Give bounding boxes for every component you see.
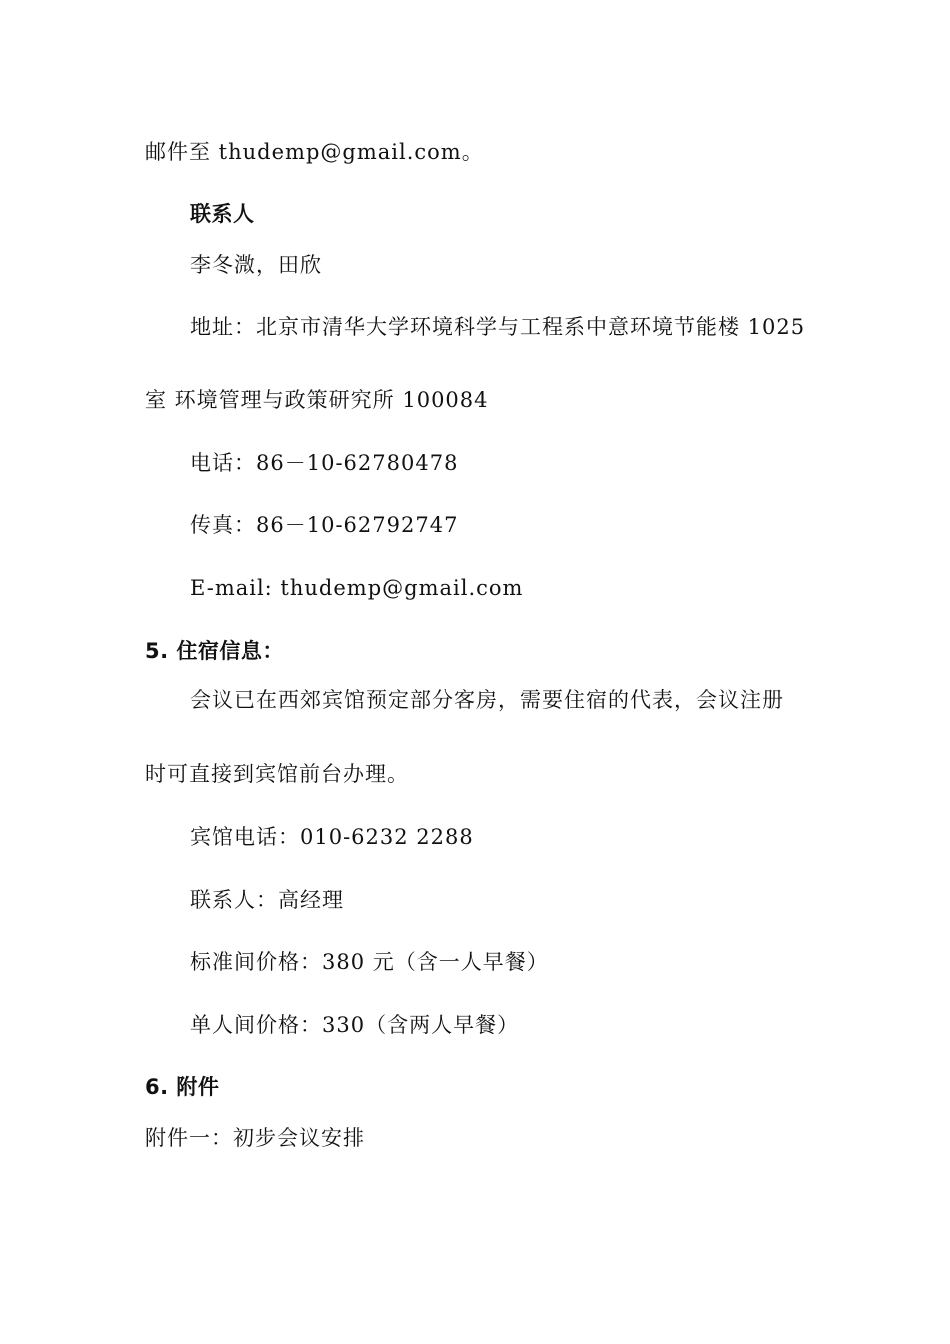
email-line: 邮件至 thudemp@gmail.com。 bbox=[145, 140, 484, 164]
standard-room-price: 标准间价格：380 元（含一人早餐） bbox=[190, 950, 549, 974]
hotel-phone: 宾馆电话：010-6232 2288 bbox=[190, 825, 474, 849]
single-room-price: 单人间价格：330（含两人早餐） bbox=[190, 1013, 520, 1037]
contact-phone: 电话：86－10-62780478 bbox=[190, 451, 459, 475]
hotel-contact-person: 联系人：高经理 bbox=[190, 888, 344, 912]
contact-names: 李冬溦，田欣 bbox=[190, 253, 322, 277]
contact-email: E-mail: thudemp@gmail.com bbox=[190, 576, 524, 600]
accommodation-para-line2: 时可直接到宾馆前台办理。 bbox=[145, 762, 409, 786]
accommodation-para-line1: 会议已在西郊宾馆预定部分客房，需要住宿的代表，会议注册 bbox=[190, 688, 784, 712]
contact-fax: 传真：86－10-62792747 bbox=[190, 513, 459, 537]
contact-address-line1: 地址：北京市清华大学环境科学与工程系中意环境节能楼 1025 bbox=[190, 315, 806, 339]
accommodation-heading: 5. 住宿信息： bbox=[145, 639, 284, 663]
attachments-heading: 6. 附件 bbox=[145, 1075, 220, 1099]
contact-address-line2: 室 环境管理与政策研究所 100084 bbox=[145, 388, 489, 412]
attachment-item-1: 附件一：初步会议安排 bbox=[145, 1126, 365, 1150]
contact-heading: 联系人 bbox=[190, 202, 255, 226]
